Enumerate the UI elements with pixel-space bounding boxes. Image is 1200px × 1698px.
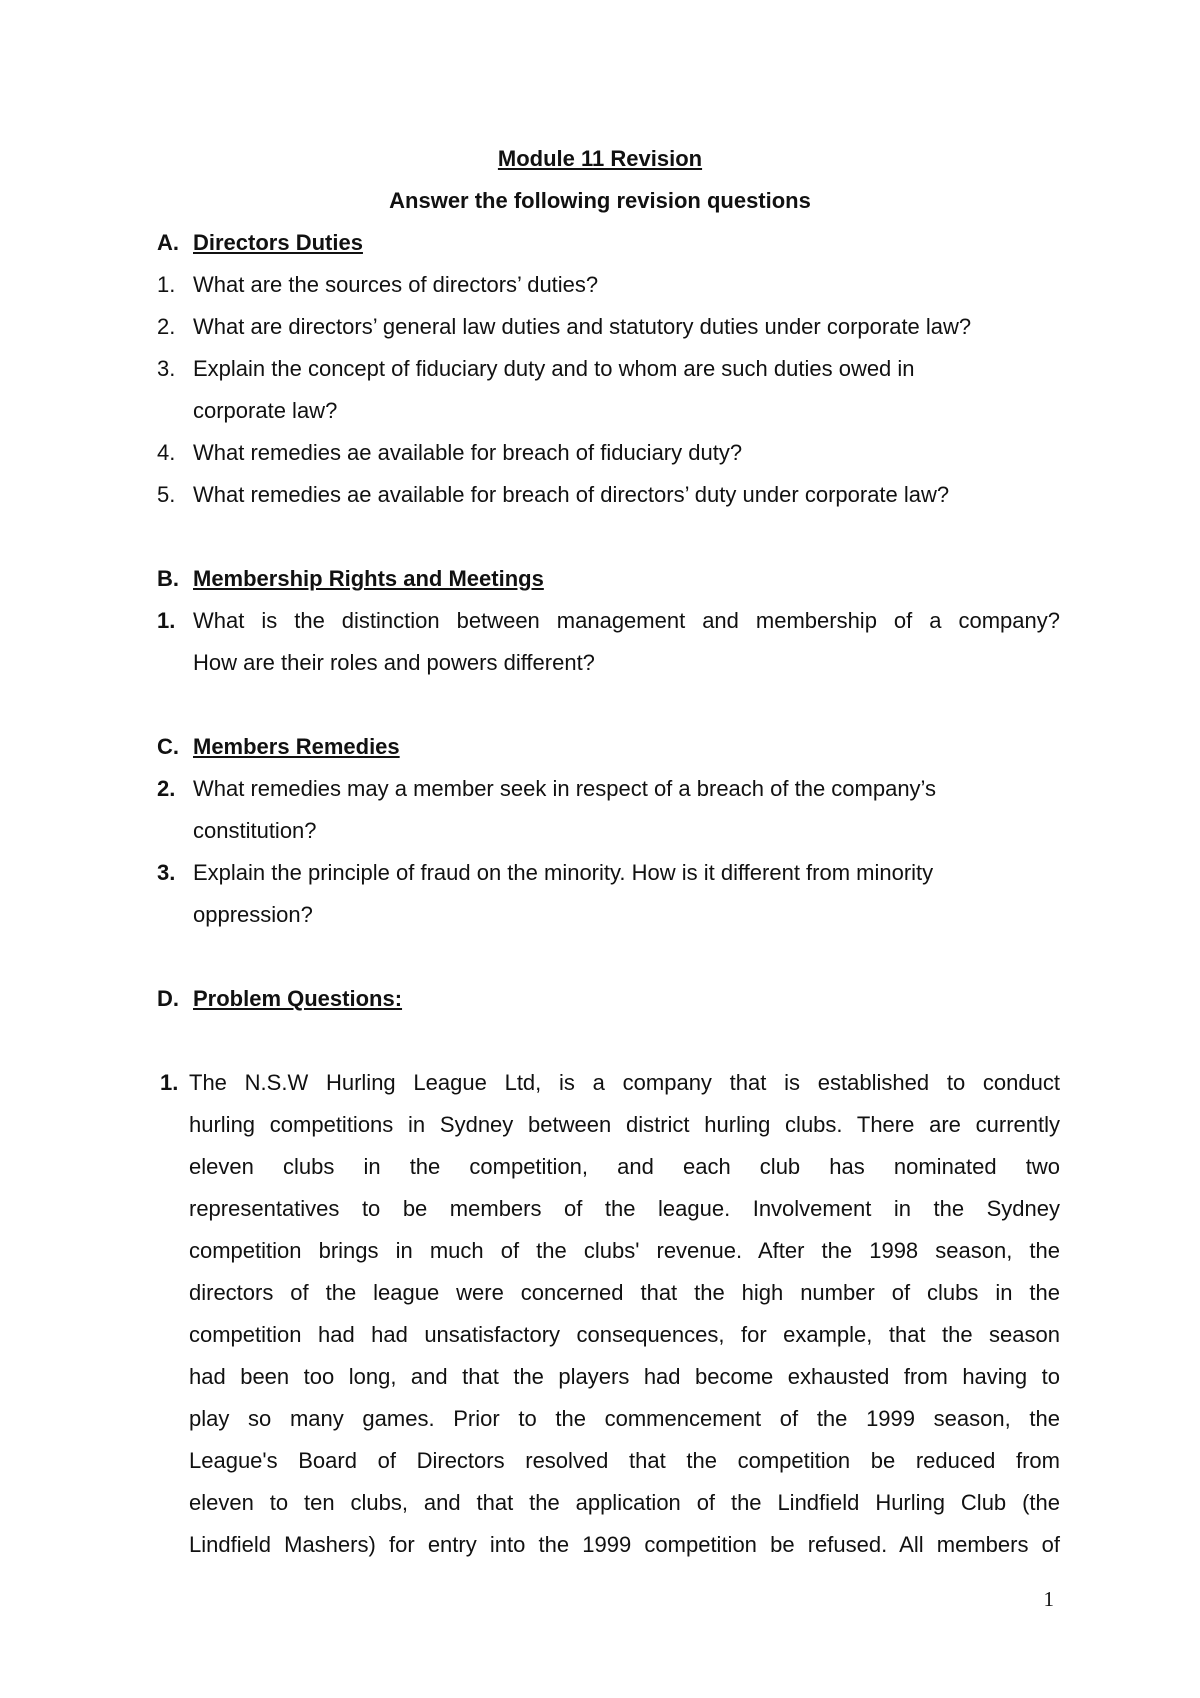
section-b-heading: Membership Rights and Meetings (193, 566, 544, 591)
title-text: Module 11 Revision (497, 146, 703, 171)
question-text: constitution? (193, 818, 317, 843)
item-number: 1. (157, 608, 176, 633)
problem-line: had been too long, and that the players had become exhausted from having to (189, 1364, 1060, 1389)
page-subtitle: Answer the following revision questions (389, 188, 811, 213)
problem-number: 1. (160, 1070, 179, 1095)
problem-line: representatives to be members of the league. Involvement in the Sydney (189, 1196, 1060, 1221)
section-d-letter: D. (157, 986, 179, 1011)
item-number: 3. (157, 356, 176, 381)
item-number: 1. (157, 272, 176, 297)
item-number: 2. (157, 314, 176, 339)
problem-line: play so many games. Prior to the commencement of the 1999 season, the (189, 1406, 1060, 1431)
section-a-letter: A. (157, 230, 179, 255)
page-number: 1 (1043, 1587, 1054, 1611)
problem-line: directors of the league were concerned that the high number of clubs in the (189, 1280, 1060, 1305)
problem-line: The N.S.W Hurling League Ltd, is a company that is established to conduct (189, 1070, 1060, 1095)
item-number: 2. (157, 776, 176, 801)
section-b-letter: B. (157, 566, 179, 591)
problem-line: Lindfield Mashers) for entry into the 1999 competition be refused. All members of (189, 1532, 1060, 1557)
problem-line: eleven to ten clubs, and that the application of the Lindfield Hurling Club (the (189, 1490, 1060, 1515)
section-c-heading: Members Remedies (193, 734, 400, 759)
problem-line: League's Board of Directors resolved that the competition be reduced from (189, 1448, 1060, 1473)
question-text: What remedies ae available for breach of directors’ duty under corporate law? (193, 482, 950, 507)
problem-line: competition brings in much of the clubs' revenue. After the 1998 season, the (189, 1238, 1060, 1263)
question-text: How are their roles and powers different? (193, 650, 595, 675)
question-text: Explain the principle of fraud on the minority. How is it different from minority (193, 860, 934, 885)
item-number: 3. (157, 860, 176, 885)
question-text: What remedies may a member seek in respect of a breach of the company’s (193, 776, 937, 801)
question-text: What remedies ae available for breach of fiduciary duty? (193, 440, 743, 465)
question-text: What are directors’ general law duties and statutory duties under corporate law? (193, 314, 972, 339)
section-d-heading: Problem Questions: (193, 986, 403, 1011)
question-text: What is the distinction between management and membership of a company? (193, 608, 1060, 633)
question-text: corporate law? (193, 398, 338, 423)
section-c-letter: C. (157, 734, 179, 759)
item-number: 4. (157, 440, 176, 465)
question-text: oppression? (193, 902, 313, 927)
section-a-heading: Directors Duties (193, 230, 363, 255)
problem-line: competition had had unsatisfactory consequences, for example, that the season (189, 1322, 1060, 1347)
page-title (0, 138, 1200, 180)
question-text: What are the sources of directors’ duties? (193, 272, 599, 297)
problem-line: eleven clubs in the competition, and each club has nominated two (189, 1154, 1060, 1179)
item-number: 5. (157, 482, 176, 507)
problem-line: hurling competitions in Sydney between district hurling clubs. There are currently (189, 1112, 1060, 1137)
question-text: Explain the concept of fiduciary duty and to whom are such duties owed in (193, 356, 915, 381)
